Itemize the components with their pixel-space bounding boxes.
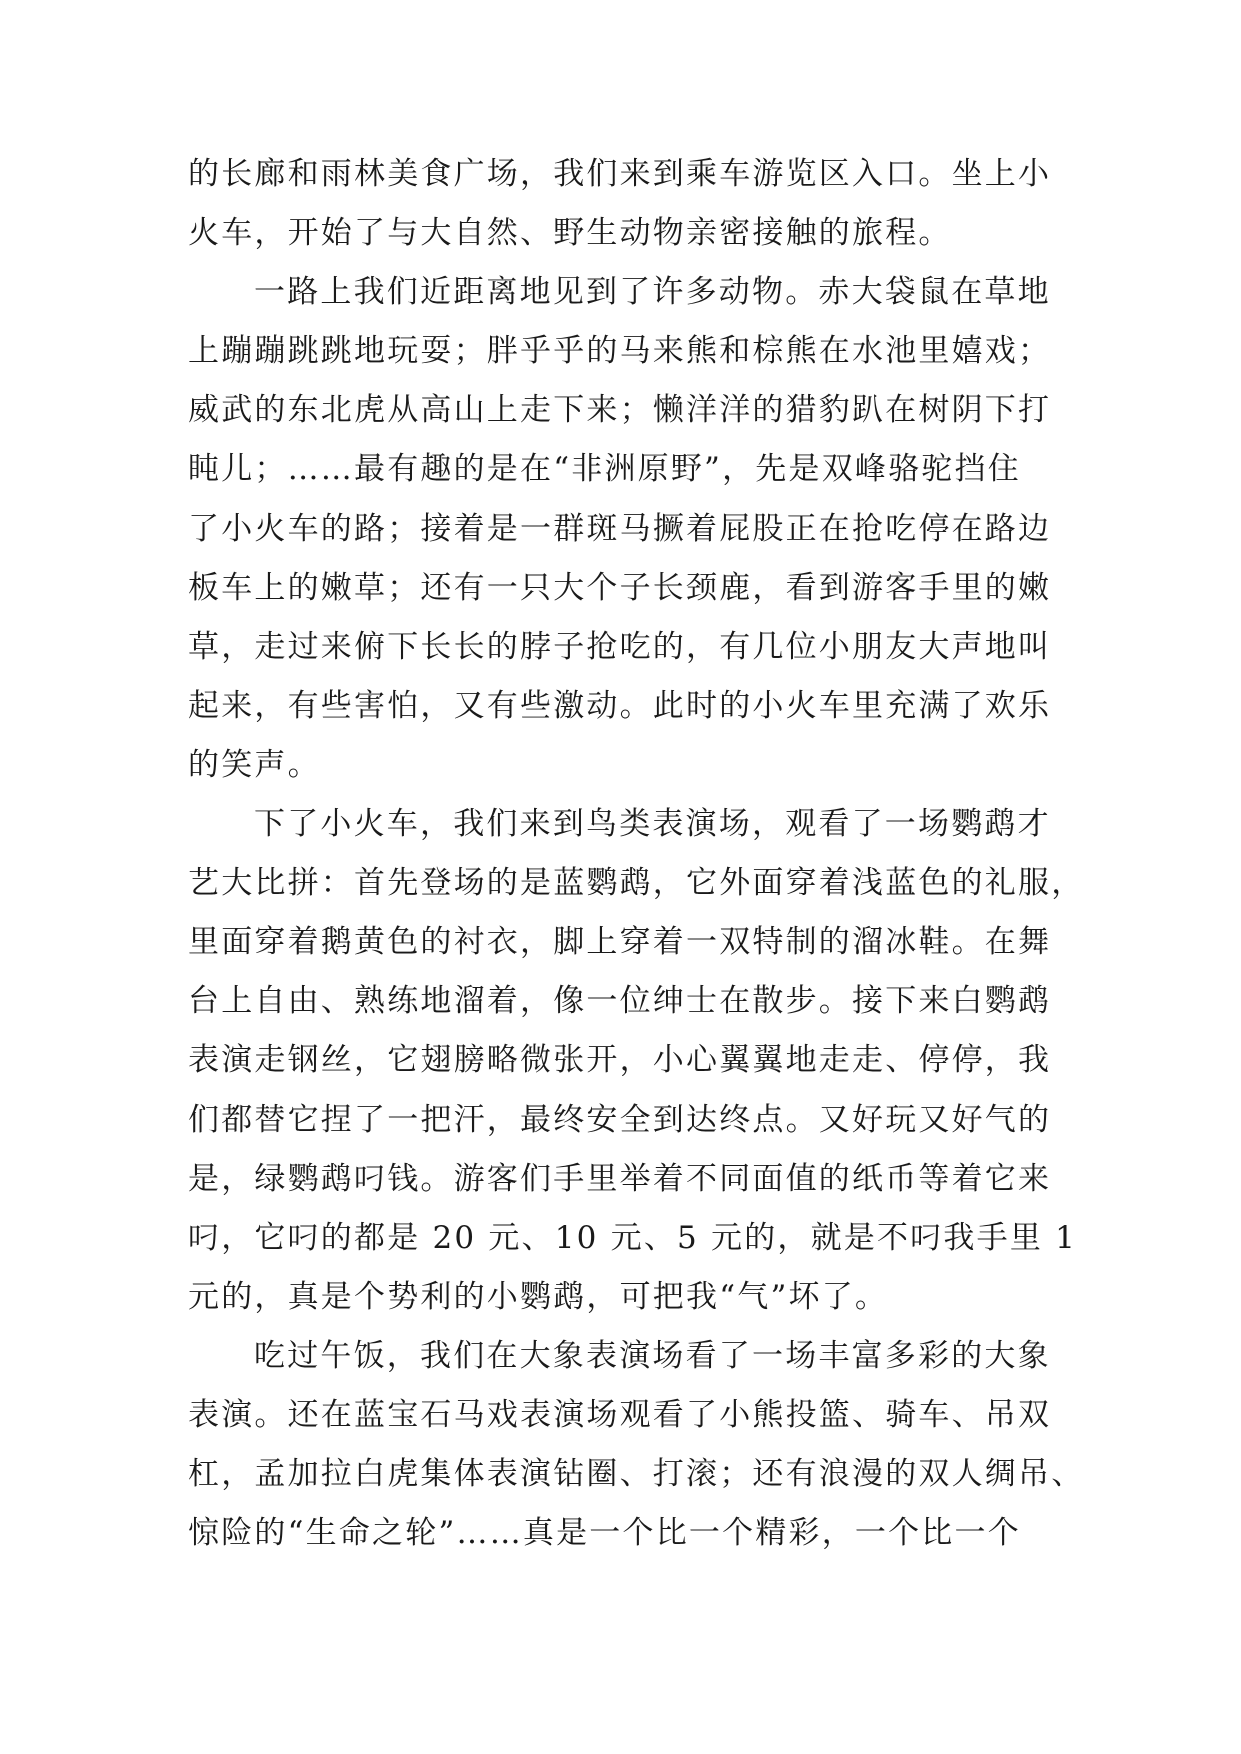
paragraph xyxy=(188,263,1060,795)
text-line: 惊险的“生命之轮”……真是一个比一个精彩，一个比一个 xyxy=(188,1515,1021,1552)
text-line: 艺大比拼：首先登场的是蓝鹦鹉，它外面穿着浅蓝色的礼服， xyxy=(188,865,1085,902)
text-line: 了小火车的路；接着是一群斑马撅着屁股正在抢吃停在路边 xyxy=(188,510,1052,547)
text-line: 下了小火车，我们来到鸟类表演场，观看了一场鹦鹉才 xyxy=(254,806,1051,843)
paragraph xyxy=(188,145,1060,263)
text-line: 表演走钢丝，它翅膀略微张开，小心翼翼地走走、停停，我 xyxy=(188,1042,1052,1079)
paragraph xyxy=(188,795,1085,1327)
text-line: 起来，有些害怕，又有些激动。此时的小火车里充满了欢乐 xyxy=(188,687,1052,724)
text-line: 威武的东北虎从高山上走下来；懒洋洋的猎豹趴在树阴下打 xyxy=(188,392,1052,429)
text-line: 草，走过来俯下长长的脖子抢吃的，有几位小朋友大声地叫 xyxy=(188,628,1052,665)
text-line: 们都替它捏了一把汗，最终安全到达终点。又好玩又好气的 xyxy=(188,1101,1052,1138)
text-line: 的长廊和雨林美食广场，我们来到乘车游览区入口。坐上小 xyxy=(188,156,1052,192)
text-line: 台上自由、熟练地溜着，像一位绅士在散步。接下来白鹦鹉 xyxy=(188,983,1052,1020)
paragraph xyxy=(188,1327,1085,1563)
text-line: 盹儿；……最有趣的是在“非洲原野”，先是双峰骆驼挡住 xyxy=(188,451,1021,488)
text-line: 杠，孟加拉白虎集体表演钻圈、打滚；还有浪漫的双人绸吊、 xyxy=(188,1456,1085,1493)
text-line: 是，绿鹦鹉叼钱。游客们手里举着不同面值的纸币等着它来 xyxy=(188,1160,1052,1197)
text-line: 叼，它叼的都是 20 元、10 元、5 元的，就是不叼我手里 1 xyxy=(188,1219,1078,1256)
text-line: 元的，真是个势利的小鹦鹉，可把我“气”坏了。 xyxy=(188,1278,889,1315)
text-line: 火车，开始了与大自然、野生动物亲密接触的旅程。 xyxy=(188,215,952,252)
text-line: 表演。还在蓝宝石马戏表演场观看了小熊投篮、骑车、吊双 xyxy=(188,1396,1052,1433)
text-line: 一路上我们近距离地见到了许多动物。赤大袋鼠在草地 xyxy=(254,274,1051,311)
body-text xyxy=(188,145,1085,1563)
text-line: 的笑声。 xyxy=(188,746,321,783)
text-line: 吃过午饭，我们在大象表演场看了一场丰富多彩的大象 xyxy=(254,1337,1051,1374)
text-line: 上蹦蹦跳跳地玩耍；胖乎乎的马来熊和棕熊在水池里嬉戏； xyxy=(188,333,1052,370)
text-line: 里面穿着鹅黄色的衬衣，脚上穿着一双特制的溜冰鞋。在舞 xyxy=(188,924,1052,961)
text-line: 板车上的嫩草；还有一只大个子长颈鹿，看到游客手里的嫩 xyxy=(188,569,1052,606)
